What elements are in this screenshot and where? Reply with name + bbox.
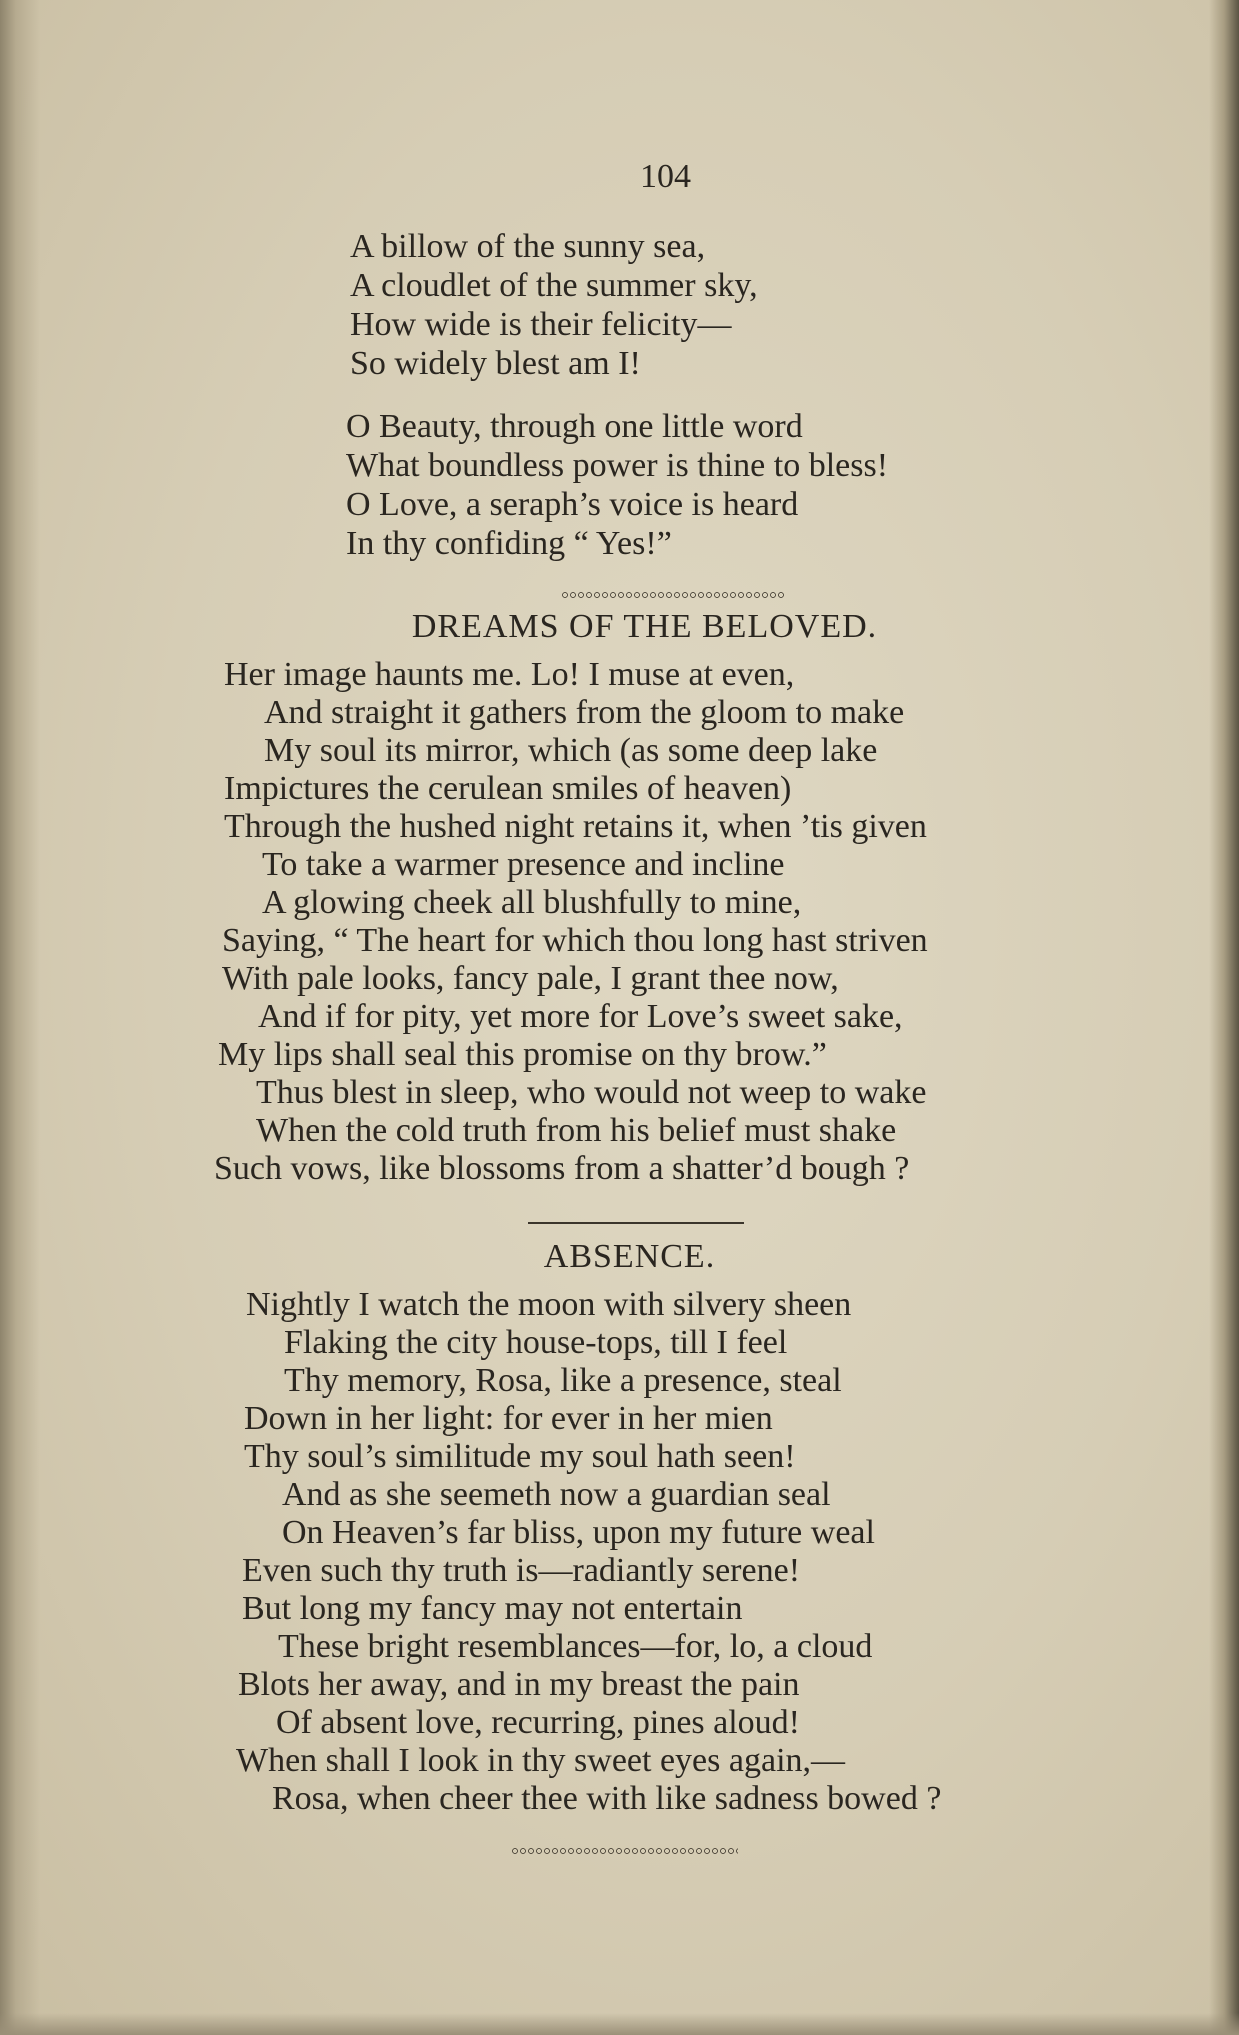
poem-line: But long my fancy may not entertain [242, 1590, 743, 1627]
poem-line: And straight it gathers from the gloom to make [264, 694, 905, 731]
poem-line: How wide is their felicity— [350, 306, 732, 343]
page-right-edge [1209, 0, 1239, 2035]
poem-line: A glowing cheek all blushfully to mine, [262, 884, 802, 921]
poem-title: ABSENCE. [543, 1238, 716, 1275]
poem-line: Of absent love, recurring, pines aloud! [276, 1704, 800, 1741]
poem-line: With pale looks, fancy pale, I grant thee now, [222, 960, 839, 997]
poem-line: So widely blest am I! [350, 345, 641, 382]
poem-line: Impictures the cerulean smiles of heaven) [224, 770, 792, 807]
poem-line: Thus blest in sleep, who would not weep to wake [256, 1074, 927, 1111]
poem-line: My soul its mirror, which (as some deep lake [264, 732, 878, 769]
poem-line: And if for pity, yet more for Love’s sweet sake, [258, 998, 903, 1035]
section-divider [562, 592, 786, 598]
poem-line: Through the hushed night retains it, when ’tis given [224, 808, 927, 845]
page-bottom-edge [0, 2013, 1239, 2035]
page-left-edge [0, 0, 40, 2035]
poem-line: On Heaven’s far bliss, upon my future weal [282, 1514, 875, 1551]
poem-line: O Love, a seraph’s voice is heard [346, 486, 799, 523]
poem-line: Even such thy truth is—radiantly serene! [242, 1552, 801, 1589]
poem-line: Her image haunts me. Lo! I muse at even, [224, 656, 795, 693]
page-number: 104 [640, 158, 691, 195]
poem-line: Saying, “ The heart for which thou long hast striven [222, 922, 928, 959]
poem-line: To take a warmer presence and incline [262, 846, 785, 883]
poem-line: Down in her light: for ever in her mien [244, 1400, 773, 1437]
poem-line: Rosa, when cheer thee with like sadness bowed ? [272, 1780, 942, 1817]
poem-line: What boundless power is thine to bless! [346, 447, 889, 484]
poem-line: Thy memory, Rosa, like a presence, steal [284, 1362, 842, 1399]
poem-line: Thy soul’s similitude my soul hath seen! [244, 1438, 796, 1475]
poem-line: Blots her away, and in my breast the pain [238, 1666, 800, 1703]
poem-line: O Beauty, through one little word [346, 408, 803, 445]
poem-line: When shall I look in thy sweet eyes again,— [236, 1742, 846, 1779]
poem-line: When the cold truth from his belief must shake [256, 1112, 897, 1149]
poem-line: In thy confiding “ Yes!” [346, 525, 672, 562]
poem-line: These bright resemblances—for, lo, a cloud [278, 1628, 873, 1665]
poem-line: Such vows, like blossoms from a shatter’d bough ? [214, 1150, 910, 1187]
poem-line: A billow of the sunny sea, [350, 228, 706, 265]
section-divider [528, 1222, 744, 1224]
poem-line: And as she seemeth now a guardian seal [282, 1476, 831, 1513]
poem-line: Nightly I watch the moon with silvery sheen [246, 1286, 852, 1323]
poem-title: DREAMS OF THE BELOVED. [411, 608, 878, 645]
poem-line: A cloudlet of the summer sky, [350, 267, 758, 304]
section-divider [512, 1848, 738, 1854]
poem-line: Flaking the city house-tops, till I feel [284, 1324, 788, 1361]
poem-line: My lips shall seal this promise on thy brow.” [218, 1036, 827, 1073]
